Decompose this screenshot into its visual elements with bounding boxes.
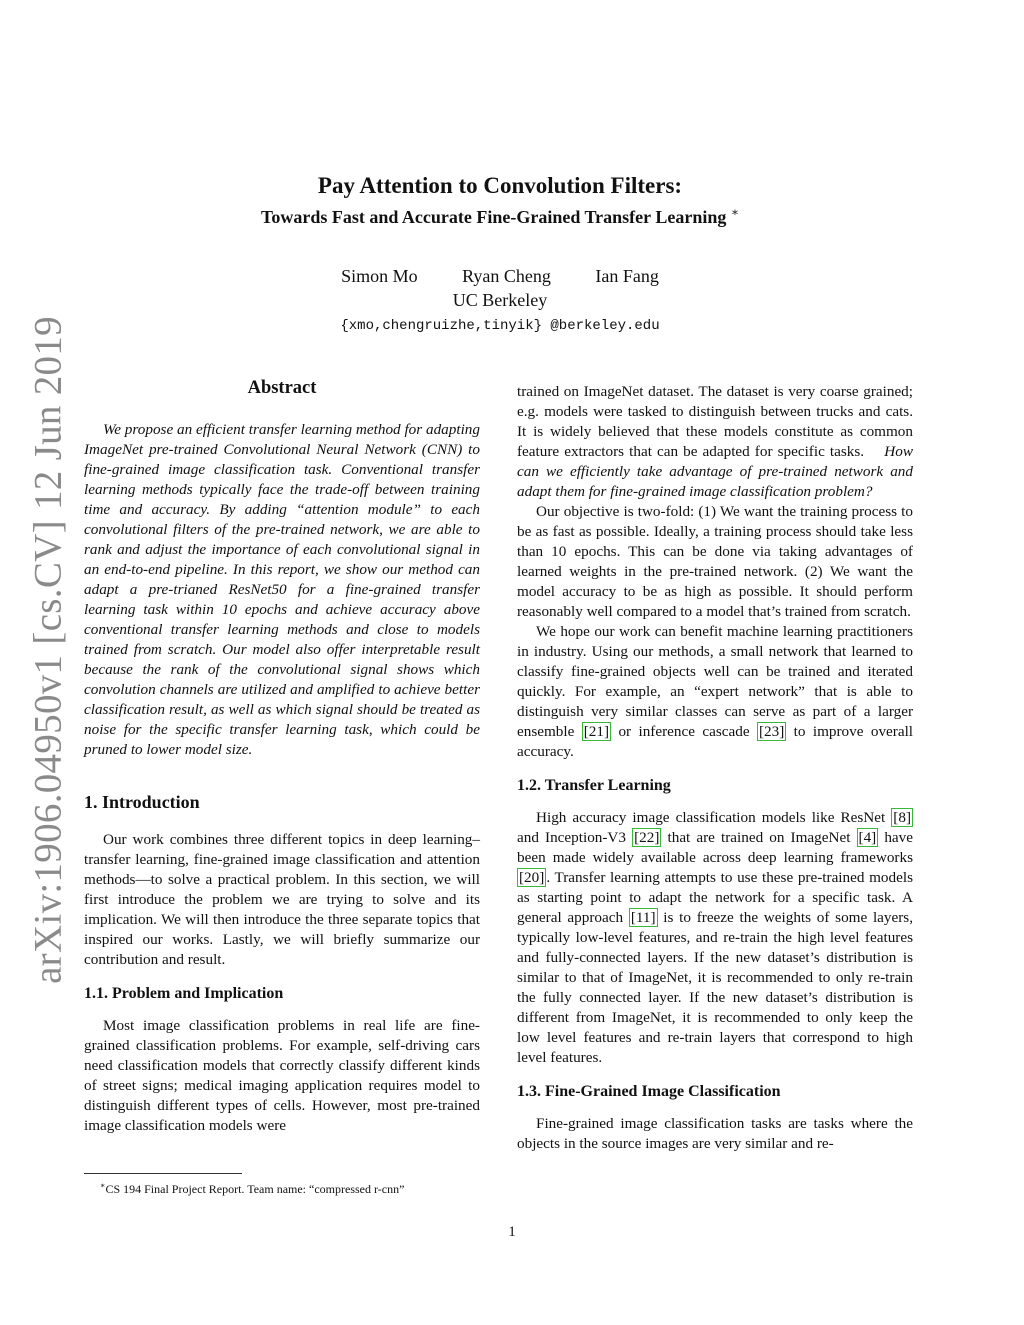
subtitle-text: Towards Fast and Accurate Fine-Grained Transfer Learning bbox=[261, 207, 727, 227]
citation-link[interactable]: [4] bbox=[858, 829, 877, 846]
fine-grained-paragraph: Fine-grained image classification tasks are tasks where the objects in the source images are very similar and re- bbox=[517, 1115, 913, 1152]
citation-link[interactable]: [8] bbox=[893, 809, 912, 826]
hope-text: or inference cascade bbox=[618, 723, 750, 740]
paragraph-text: . Transfer learning attempts to use these pre-trained models as starting point to adapt the network for a specific task. A general approach bbox=[517, 869, 913, 926]
research-question: How can we efficiently take advantage of pre-trained network and adapt them for fine-grained image classification problem? bbox=[517, 443, 913, 500]
right-column bbox=[517, 382, 913, 1154]
continuation-text: trained on ImageNet dataset. The dataset is very coarse grained; e.g. models were tasked to distinguish between trucks and cats. It is widely believed that these models constitute as common feature extractors that can be adapted for specific tasks. bbox=[517, 383, 913, 460]
footnote bbox=[84, 1178, 480, 1197]
abstract-heading: Abstract bbox=[247, 378, 317, 398]
hope-text: We hope our work can benefit machine learning practitioners in industry. Using our methods, a small network that learned to classify fine-grained objects well can be trained and iterated quickly. For example, an “expert network” that is able to distinguish very similar classes can serve as part of a larger ensemble bbox=[517, 623, 913, 740]
citation-link[interactable]: [22] bbox=[634, 829, 660, 846]
citation-link[interactable]: [23] bbox=[758, 723, 785, 740]
author-name: Simon Mo bbox=[341, 266, 418, 286]
author-name: Ian Fang bbox=[595, 266, 659, 286]
subsection-heading-transfer-learning: 1.2. Transfer Learning bbox=[517, 777, 671, 794]
transfer-learning-paragraph bbox=[517, 808, 913, 1068]
paragraph-text: High accuracy image classification models like ResNet bbox=[536, 809, 886, 826]
introduction-paragraph: Our work combines three different topics in deep learning–transfer learning, fine-grained image classification and attention methods—to solve a practical problem. In this section, we will first introduce the problem we are trying to solve and its implication. We will then introduce the three separate topics that inspired our works. Lastly, we will briefly summarize our contribution and result. bbox=[84, 831, 480, 968]
paragraph-text: is to freeze the weights of some layers, typically low-level features, and re-train the high level features and fully-connected layers. If the new dataset’s distribution is similar to that of ImageNet, it is recommended to only re-train the fully connected layer. If the new dataset’s distribution is different from ImageNet, it is recommended to only keep the low level features and re-train layers that correspond to high level features. bbox=[517, 909, 914, 1066]
footnote-text: CS 194 Final Project Report. Team name: “compressed r-cnn” bbox=[105, 1182, 405, 1196]
continuation-paragraph bbox=[517, 382, 913, 502]
subsection-heading-problem: 1.1. Problem and Implication bbox=[84, 985, 284, 1002]
hope-paragraph bbox=[517, 622, 913, 762]
paper-subtitle bbox=[200, 200, 800, 229]
subtitle-footnote-mark: ∗ bbox=[730, 205, 739, 219]
author-email: {xmo,chengruizhe,tinyik} @berkeley.edu bbox=[340, 318, 660, 334]
citation-link[interactable]: [21] bbox=[583, 723, 610, 740]
paragraph-text: that are trained on ImageNet bbox=[667, 829, 851, 846]
paragraph-text: and Inception-V3 bbox=[517, 829, 626, 846]
author-name: Ryan Cheng bbox=[462, 266, 551, 286]
subsection-heading-fine-grained: 1.3. Fine-Grained Image Classification bbox=[517, 1083, 781, 1100]
footnote-divider bbox=[84, 1173, 242, 1174]
arxiv-identifier-stamp: arXiv:1906.04950v1 [cs.CV] 12 Jun 2019 bbox=[26, 316, 70, 984]
title-block bbox=[200, 172, 800, 229]
page-number: 1 bbox=[508, 1224, 516, 1240]
citation-link[interactable]: [20] bbox=[519, 869, 545, 886]
abstract-text: We propose an efficient transfer learning method for adapting ImageNet pre-trained Convolutional Neural Network (CNN) to fine-grained image classification task. Conventional transfer learning methods typically face the trade-off between training time and accuracy. By adding “attention module” to each convolutional filters of the pre-trained network, we are able to rank and adjust the importance of each convolutional signal in an end-to-end pipeline. In this report, we show our method can adapt a pre-trianed ResNet50 for a fine-grained transfer learning task within 10 epochs and achieve accuracy above conventional transfer learning methods and close to models trained from scratch. Our model also offer interpretable result because the rank of the convolutional signal shows which convolution channels are utilized and amplified to achieve better classification result, as well as which signal should be treated as noise for the specific transfer learning task, which could be pruned to lower model size. bbox=[84, 421, 480, 758]
author-names bbox=[200, 264, 800, 288]
objective-paragraph: Our objective is two-fold: (1) We want the training process to be as fast as possible. Ideally, a training process should take less than 10 epochs. This can be done via taking advantages of learned weights in the pre-trained network. (2) We want the model accuracy to be as high as possible. It should perform reasonably well compared to a model that’s trained from scratch. bbox=[517, 503, 913, 620]
affiliation: UC Berkeley bbox=[452, 290, 548, 310]
footnote-mark: ∗ bbox=[100, 1181, 106, 1190]
paragraph-text: have been made widely available across deep learning frameworks bbox=[517, 829, 913, 866]
section-heading-introduction: 1. Introduction bbox=[84, 792, 200, 812]
problem-paragraph: Most image classification problems in real life are fine-grained classification problems. For example, self-driving cars need classification models that correctly classify different kinds of street signs; medical imaging application requires model to distinguish different types of cells. However, most pre-trained image classification models were bbox=[84, 1017, 480, 1134]
left-column bbox=[84, 378, 480, 1136]
citation-link[interactable]: [11] bbox=[630, 909, 656, 926]
paper-title: Pay Attention to Convolution Filters: bbox=[317, 173, 683, 198]
author-block bbox=[200, 264, 800, 338]
hope-text: to improve overall accuracy. bbox=[517, 723, 914, 760]
